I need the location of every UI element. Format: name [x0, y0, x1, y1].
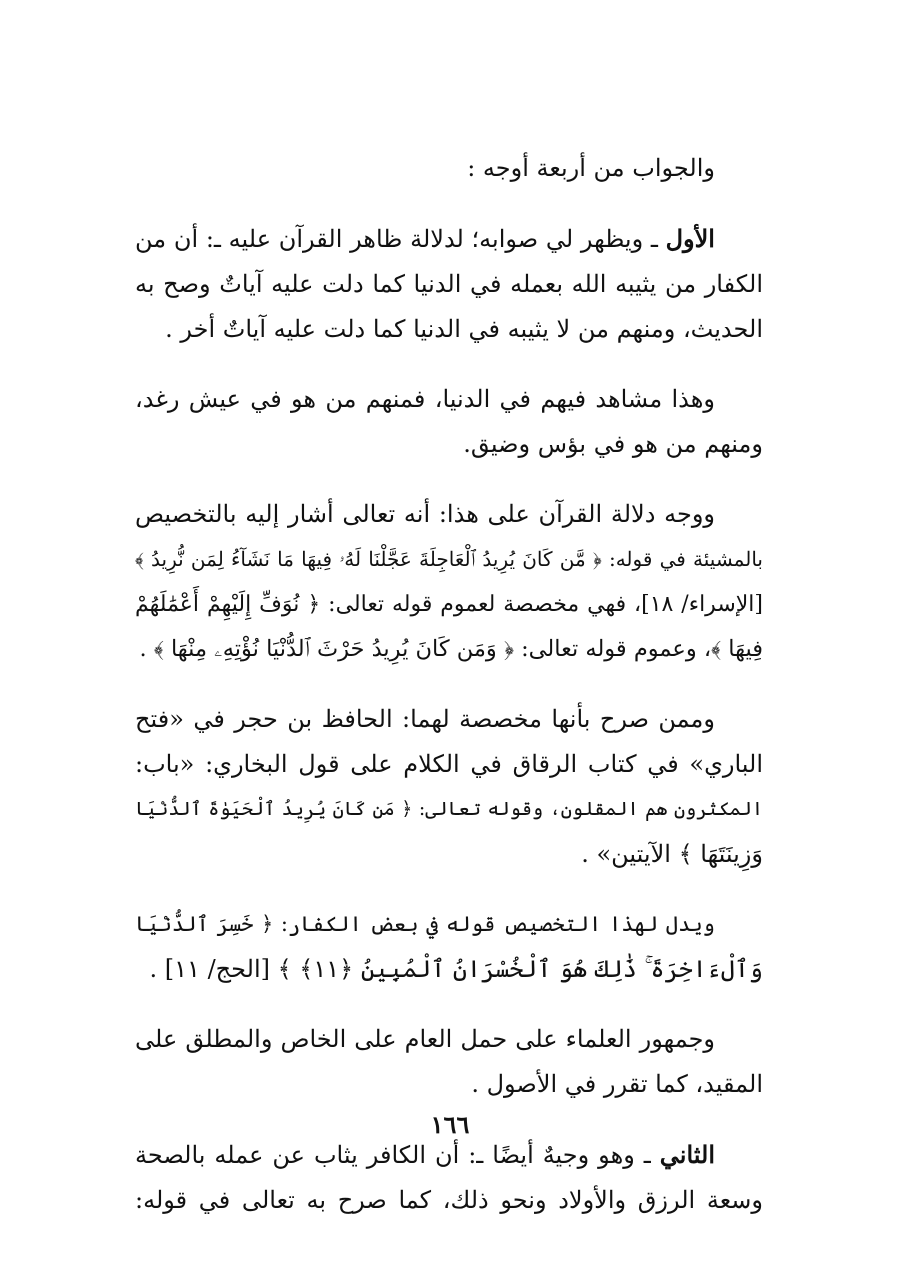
- text-line: وَزِينَتَهَا ﴾ الآيتين» .: [581, 840, 763, 868]
- paragraph-intro: [135, 146, 763, 191]
- text-line: الباري» في كتاب الرقاق في الكلام على قول البخاري: «باب:: [135, 750, 763, 778]
- text-line: وهذا مشاهد فيهم في الدنيا، فمنهم من هو في عيش رغد،: [135, 385, 715, 413]
- paragraph-first-answer: [135, 216, 763, 352]
- text-line: والجواب من أربعة أوجه :: [467, 154, 715, 182]
- text-line: ويدل لهذا التخصيص قوله في بعض الكفار: ﴿ خَسِرَ ٱلدُّنْيَا: [135, 912, 715, 936]
- text-line: وممن صرح بأنها مخصصة لهما: الحافظ بن حجر في «فتح: [135, 705, 715, 733]
- text-fragment: ـ ويظهر لي صوابه؛ لدلالة ظاهر القرآن عليه ـ: أن من: [135, 225, 658, 253]
- paragraph-specification: [135, 902, 763, 992]
- page-number: ١٦٦: [430, 1110, 470, 1139]
- paragraph-second-answer: [135, 1132, 763, 1223]
- paragraph-quran-evidence: [135, 492, 763, 672]
- text-line: المقيد، كما تقرر في الأصول .: [471, 1070, 763, 1098]
- text-line: بالمشيئة في قوله: ﴿ مَّن كَانَ يُرِيدُ ٱلْعَاجِلَةَ عَجَّلْنَا لَهُۥ فِيهَا مَا نَشَآءُ لِمَن نُّرِيدُ ﴾: [135, 547, 763, 571]
- paragraph-majority: [135, 1017, 763, 1107]
- paragraph-ibn-hajar: [135, 697, 763, 877]
- text-fragment: ـ وهو وجيهٌ أيضًا ـ: أن الكافر يثاب عن عمله بالصحة: [135, 1141, 651, 1169]
- text-line: ووجه دلالة القرآن على هذا: أنه تعالى أشار إليه بالتخصيص: [135, 500, 715, 528]
- text-line: الحديث، ومنهم من لا يثيبه في الدنيا كما دلت عليه آياتٌ أخر .: [165, 315, 763, 343]
- text-line: الكفار من يثيبه الله بعمله في الدنيا كما دلت عليه آياتٌ وصح به: [135, 270, 763, 298]
- text-line: [135, 216, 763, 262]
- text-line: ومنهم من هو في بؤس وضيق.: [463, 430, 763, 458]
- text-line: المكثرون هم المقلون، وقوله تعالى: ﴿ مَن كَانَ يُرِيدُ ٱلْحَيَوٰةَ ٱلدُّنْيَا: [135, 798, 763, 820]
- document-page: [135, 146, 763, 1248]
- paragraph-observation: [135, 377, 763, 467]
- section-heading-first: الأول: [665, 224, 715, 253]
- text-line: وَٱلْءَاخِرَةَ ۚ ذَٰلِكَ هُوَ ٱلْخُسْرَانُ ٱلْمُبِينُ ﴿١١﴾ ﴾ [الحج/ ١١] .: [149, 955, 763, 983]
- text-line: وجمهور العلماء على حمل العام على الخاص والمطلق على: [135, 1025, 715, 1053]
- section-heading-second: الثاني: [659, 1140, 716, 1169]
- text-line: وسعة الرزق والأولاد ونحو ذلك، كما صرح به تعالى في قوله:: [135, 1186, 763, 1214]
- text-line: فِيهَا ﴾، وعموم قوله تعالى: ﴿ وَمَن كَانَ يُرِيدُ حَرْثَ ٱلدُّنْيَا نُؤْتِهِۦ مِنْهَا ﴾ .: [139, 636, 763, 662]
- text-line: [الإسراء/ ١٨]، فهي مخصصة لعموم قوله تعالى: ﴿ نُوَفِّ إِلَيْهِمْ أَعْمَٰلَهُمْ: [135, 592, 763, 617]
